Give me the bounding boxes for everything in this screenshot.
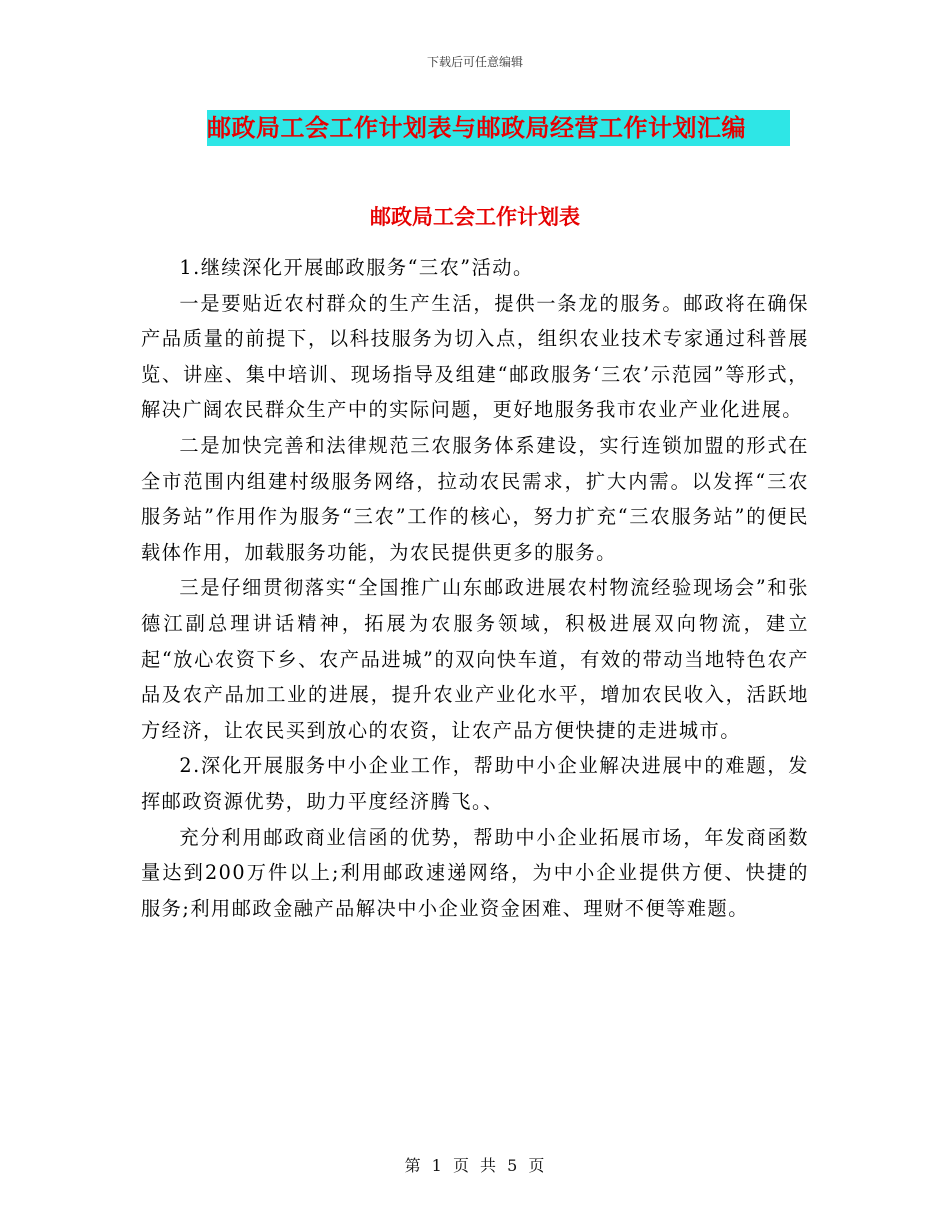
main-title-highlight	[207, 110, 790, 146]
section-title: 邮政局工会工作计划表	[370, 205, 580, 229]
page-number-footer: 第 1 页 共 5 页	[404, 1156, 546, 1175]
paragraph-4: 三是仔细贯彻落实“全国推广山东邮政进展农村物流经验现场会”和张德江副总理讲话精神，拓展为农服务领域，积极进展双向物流，建立起“放心农资下乡、农产品进城”的双向快车道，有效的带动当地特色农产品及农产品加工业的进展，提升农业产业化水平，增加农民收入，活跃地方经济，让农民买到放心的农资，让农产品方便快捷的走进城市。	[141, 576, 809, 742]
paragraph-1: 1.继续深化开展邮政服务“三农”活动。	[179, 256, 534, 279]
paragraph-5: 2.深化开展服务中小企业工作，帮助中小企业解决进展中的难题，发挥邮政资源优势，助力平度经济腾飞。、	[141, 754, 809, 813]
paragraph-2: 一是要贴近农村群众的生产生活，提供一条龙的服务。邮政将在确保产品质量的前提下，以科技服务为切入点，组织农业技术专家通过科普展览、讲座、集中培训、现场指导及组建“邮政服务‘三农’示范园”等形式，解决广阔农民群众生产中的实际问题，更好地服务我市农业产业化进展。	[141, 291, 809, 422]
paragraph-3: 二是加快完善和法律规范三农服务体系建设，实行连锁加盟的形式在全市范围内组建村级服务网络，拉动农民需求，扩大内需。以发挥“三农服务站”作用作为服务“三农”工作的核心，努力扩充“三农服务站”的便民载体作用，加载服务功能，为农民提供更多的服务。	[141, 433, 809, 564]
main-title: 邮政局工会工作计划表与邮政局经营工作计划汇编	[207, 114, 746, 142]
document-body	[141, 250, 809, 926]
header-note: 下载后可任意编辑	[426, 55, 523, 69]
paragraph-6: 充分利用邮政商业信函的优势，帮助中小企业拓展市场，年发商函数量达到200万件以上;利用邮政速递网络，为中小企业提供方便、快捷的服务;利用邮政金融产品解决中小企业资金困难、理财不便等难题。	[141, 825, 809, 920]
